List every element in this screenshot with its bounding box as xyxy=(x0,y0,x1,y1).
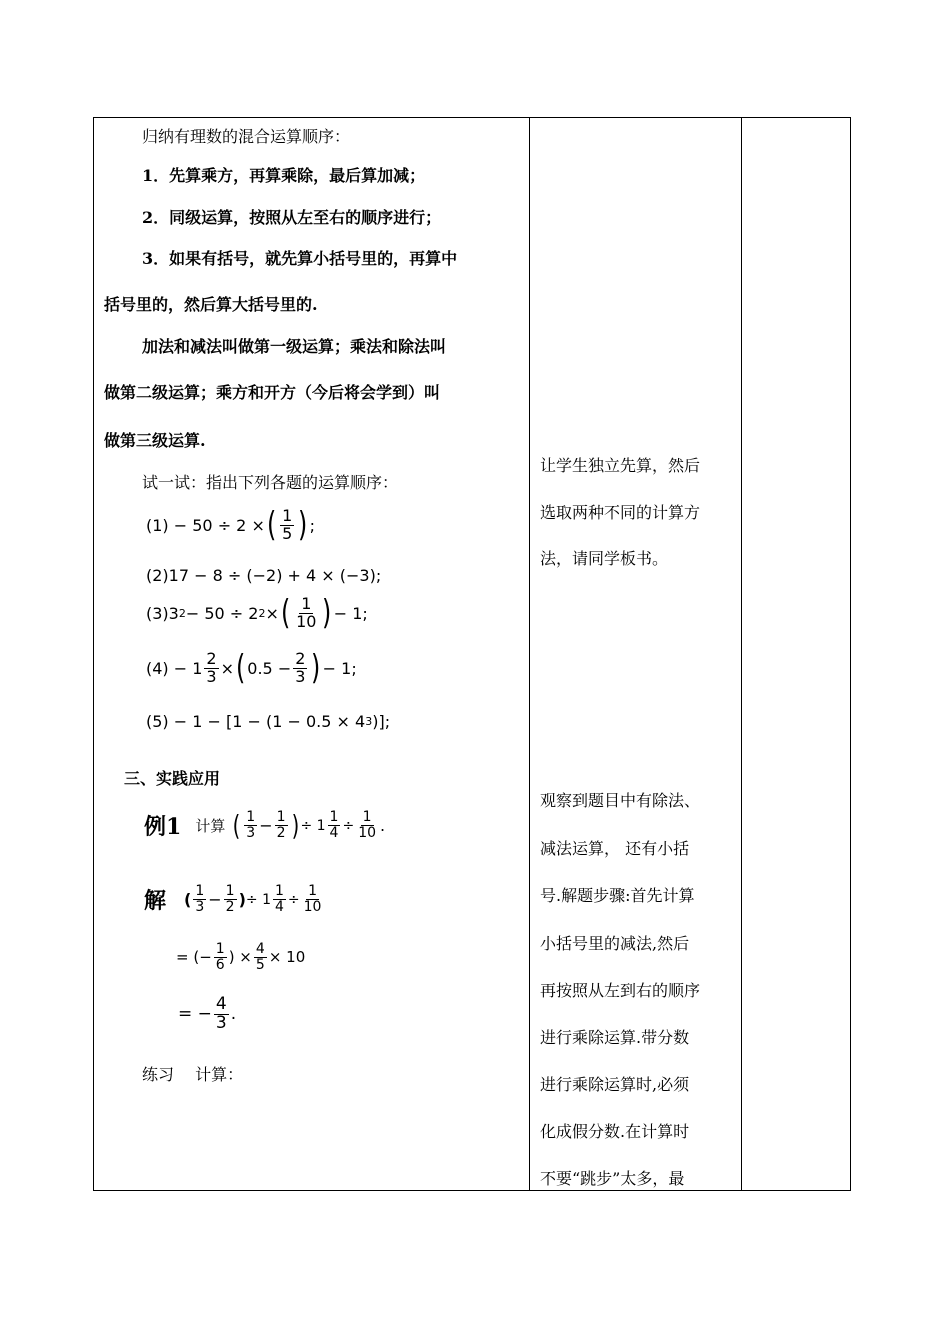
problem-2-expr: (2)17 − 8 ÷ (−2) + 4 × (−3); xyxy=(146,566,382,585)
problem-1-end: ; xyxy=(309,515,315,535)
paren-close: ) xyxy=(291,808,299,842)
note-2-line7: 进行乘除运算时,必须 xyxy=(540,1075,690,1094)
paren-close: ) xyxy=(238,890,246,909)
levels-line3: 做第三级运算. xyxy=(104,431,206,450)
paren-open: ( xyxy=(280,593,291,634)
levels-line1: 加法和减法叫做第一级运算；乘法和除法叫 xyxy=(142,337,447,356)
example-label: 例1 xyxy=(144,814,182,840)
solution-label: 解 xyxy=(144,888,167,914)
note-2-line6: 进行乘除运算.带分数 xyxy=(540,1028,690,1047)
mixed-fraction: $\frac{2}{3}$ xyxy=(206,649,217,686)
fraction: $\frac{1}{6}$ xyxy=(215,941,225,973)
paren-open: ( xyxy=(184,890,192,909)
levels-line2: 做第二级运算；乘方和开方（今后将会学到）叫 xyxy=(104,383,441,402)
try-title: 试一试：指出下列各题的运算顺序： xyxy=(142,473,399,492)
divide-sign: ÷ xyxy=(342,817,355,834)
problem-1 xyxy=(146,505,315,546)
fraction: $\frac{1}{3}$ xyxy=(246,809,256,841)
problem-4-times: × xyxy=(220,658,235,678)
paren-close: ) xyxy=(311,648,321,689)
times-sign: ) × xyxy=(228,948,252,967)
fraction: $\frac{1}{2}$ xyxy=(225,883,235,915)
problem-5-expr: (5) − 1 − [1 − (1 − 0.5 × 4 xyxy=(146,712,366,731)
fraction: $\frac{1}{4}$ xyxy=(274,883,284,915)
rule-3-line2: 括号里的，然后算大括号里的. xyxy=(104,295,318,314)
problem-5-end: )]; xyxy=(372,712,391,731)
problem-4 xyxy=(146,648,357,689)
equals: = − xyxy=(178,1004,212,1025)
exponent: 2 xyxy=(178,606,186,620)
fraction: $\frac{4}{5}$ xyxy=(255,941,265,973)
note-2-line9: 不要“跳步”太多，最 xyxy=(540,1169,685,1188)
rule-2: 2．同级运算，按照从左至右的顺序进行； xyxy=(142,208,442,227)
problem-3-mid: − 50 ÷ 2 xyxy=(185,603,259,623)
problem-2 xyxy=(146,566,381,585)
exponent: 3 xyxy=(365,715,373,728)
note-2-line8: 化成假分数.在计算时 xyxy=(540,1122,690,1141)
fraction: $\frac{4}{3}$ xyxy=(215,994,227,1033)
problem-4-start: (4) − 1 xyxy=(146,658,203,678)
problem-4-inner: 0.5 − xyxy=(247,658,292,678)
fraction: $\frac{1}{10}$ xyxy=(303,883,322,915)
note-2-line1: 观察到题目中有除法、 xyxy=(540,791,701,810)
fraction: $\frac{1}{10}$ xyxy=(358,809,377,841)
problem-1-expr: (1) − 50 ÷ 2 × xyxy=(146,515,265,535)
example-1 xyxy=(144,810,385,841)
problem-3 xyxy=(146,593,368,634)
minus-sign: − xyxy=(259,816,273,835)
fraction: $\frac{1}{10}$ xyxy=(296,594,317,631)
example-instruction: 计算 xyxy=(195,817,226,835)
solution-line-1 xyxy=(144,884,325,915)
fraction: $\frac{1}{5}$ xyxy=(282,506,293,543)
solution-line-3 xyxy=(178,996,236,1033)
paren-open: ( xyxy=(266,505,277,546)
note-2-line4: 小括号里的减法,然后 xyxy=(540,934,690,953)
divide-mixed: ÷ 1 xyxy=(245,891,271,908)
problem-5 xyxy=(146,712,390,731)
times-ten: × 10 xyxy=(268,948,306,967)
lesson-table xyxy=(93,117,851,1191)
exponent: 2 xyxy=(258,606,266,620)
note-2-line3: 号.解题步骤:首先计算 xyxy=(540,886,695,905)
summary-title: 归纳有理数的混合运算顺序： xyxy=(142,127,351,146)
paren-open: ( xyxy=(236,648,246,689)
remarks-column xyxy=(742,118,850,1190)
rule-3-line1: 3．如果有括号，就先算小括号里的，再算中 xyxy=(142,249,458,268)
section-heading: 三、实践应用 xyxy=(124,769,221,788)
fraction: $\frac{2}{3}$ xyxy=(295,649,306,686)
example-end: . xyxy=(380,816,386,835)
rule-1: 1．先算乘方，再算乘除，最后算加减； xyxy=(142,166,426,185)
notes-column xyxy=(530,118,742,1190)
equals: = (− xyxy=(176,948,212,967)
note-1-line1: 让学生独立先算，然后 xyxy=(540,456,701,475)
problem-4-end: − 1; xyxy=(322,658,357,678)
note-1-line2: 选取两种不同的计算方 xyxy=(540,503,701,522)
minus-sign: − xyxy=(208,890,222,909)
solution-end: . xyxy=(230,1004,237,1025)
paren-close: ) xyxy=(298,505,308,546)
paren-close: ) xyxy=(322,593,332,634)
fraction: $\frac{1}{2}$ xyxy=(276,809,286,841)
paren-open: ( xyxy=(232,808,241,842)
practice-heading: 练习 计算： xyxy=(142,1065,244,1084)
content-column xyxy=(94,118,529,1190)
problem-3-start: (3)3 xyxy=(146,603,179,623)
note-1-line3: 法，请同学板书。 xyxy=(540,549,669,568)
note-2-line2: 减法运算， 还有小括 xyxy=(540,839,690,858)
problem-3-end: − 1; xyxy=(333,603,368,623)
problem-3-times: × xyxy=(265,603,279,623)
fraction: $\frac{1}{4}$ xyxy=(329,809,339,841)
fraction: $\frac{1}{3}$ xyxy=(195,883,205,915)
solution-line-2 xyxy=(176,942,305,972)
divide-sign: ÷ xyxy=(287,891,300,908)
note-2-line5: 再按照从左到右的顺序 xyxy=(540,981,701,1000)
divide-mixed: ÷ 1 xyxy=(300,817,326,834)
